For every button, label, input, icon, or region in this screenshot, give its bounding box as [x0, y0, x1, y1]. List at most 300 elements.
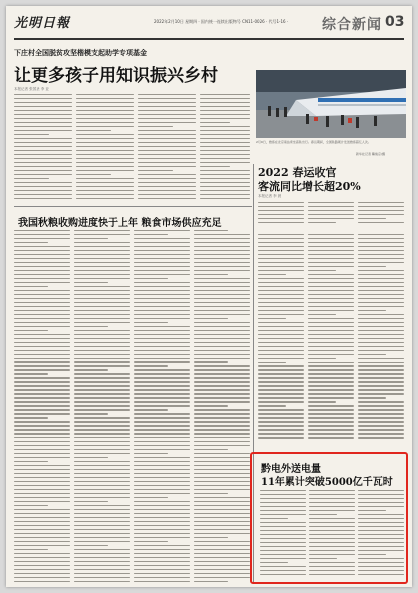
- text-line: [134, 489, 190, 490]
- text-line: [258, 318, 286, 319]
- text-line: [14, 469, 70, 470]
- text-line: [134, 342, 190, 343]
- text-line: [14, 334, 70, 335]
- text-line: [194, 294, 250, 295]
- text-line: [258, 326, 304, 327]
- text-line: [194, 286, 250, 287]
- text-line: [134, 473, 190, 474]
- text-line: [258, 266, 304, 267]
- text-line: [258, 429, 304, 430]
- text-line: [74, 485, 130, 486]
- grain-col-4: [194, 230, 250, 586]
- text-line: [358, 413, 404, 414]
- text-line: [200, 134, 250, 135]
- text-line: [194, 334, 250, 335]
- text-line: [358, 314, 404, 315]
- top-article-kicker: 下庄村全国脱贫攻坚楷模支起助学专项基金: [14, 48, 147, 57]
- text-line: [308, 385, 354, 386]
- text-line: [194, 573, 250, 574]
- text-line: [134, 557, 190, 558]
- text-line: [14, 477, 70, 478]
- text-line: [200, 110, 250, 111]
- text-line: [258, 437, 304, 438]
- text-line: [14, 489, 70, 490]
- grain-headline: 我国秋粮收购进度快于上年 粮食市场供应充足: [18, 218, 222, 229]
- text-line: [74, 230, 130, 231]
- text-line: [74, 497, 130, 498]
- text-line: [14, 326, 70, 327]
- section-divider: [14, 206, 252, 207]
- text-line: [134, 517, 190, 518]
- text-line: [14, 389, 70, 390]
- text-line: [308, 334, 354, 335]
- text-line: [14, 581, 70, 582]
- text-line: [308, 314, 336, 315]
- text-line: [138, 174, 196, 175]
- text-line: [74, 278, 130, 279]
- text-line: [194, 306, 250, 307]
- text-line: [14, 142, 72, 143]
- text-line: [74, 373, 130, 374]
- text-line: [308, 358, 336, 359]
- text-line: [138, 190, 196, 191]
- text-line: [14, 302, 70, 303]
- text-line: [134, 234, 168, 235]
- text-line: [14, 186, 72, 187]
- text-line: [134, 477, 190, 478]
- text-line: [194, 565, 250, 566]
- text-line: [194, 493, 228, 494]
- text-line: [258, 373, 304, 374]
- text-line: [74, 445, 130, 446]
- text-line: [14, 254, 70, 255]
- text-line: [134, 266, 190, 267]
- text-line: [76, 150, 134, 151]
- text-line: [358, 350, 404, 351]
- text-line: [138, 94, 196, 95]
- text-line: [194, 457, 250, 458]
- text-line: [14, 266, 70, 267]
- text-line: [308, 286, 354, 287]
- text-line: [358, 433, 404, 434]
- text-line: [194, 342, 250, 343]
- text-line: [194, 250, 250, 251]
- text-line: [358, 385, 404, 386]
- text-line: [138, 126, 173, 127]
- text-line: [14, 322, 70, 323]
- power-headline-line2: 11年累计突破5000亿千瓦时: [261, 477, 393, 488]
- text-line: [134, 417, 190, 418]
- text-line: [14, 170, 72, 171]
- text-line: [134, 373, 190, 374]
- text-line: [134, 441, 190, 442]
- grain-col-2: [74, 230, 130, 586]
- text-line: [74, 254, 130, 255]
- text-line: [14, 409, 70, 410]
- text-line: [14, 525, 70, 526]
- text-line: [14, 338, 70, 339]
- chunyun-col-2: [308, 202, 354, 228]
- text-line: [358, 409, 404, 410]
- text-line: [14, 421, 70, 422]
- text-line: [134, 385, 190, 386]
- text-line: [14, 98, 72, 99]
- text-line: [14, 198, 72, 199]
- text-line: [194, 266, 250, 267]
- text-line: [76, 110, 134, 111]
- text-line: [134, 250, 190, 251]
- text-line: [308, 338, 354, 339]
- text-line: [76, 174, 111, 175]
- text-line: [74, 369, 108, 370]
- text-line: [308, 274, 354, 275]
- text-line: [308, 421, 354, 422]
- text-line: [14, 354, 70, 355]
- top-article-byline: 本报记者 张国圣 李 亚: [14, 87, 49, 91]
- text-line: [358, 202, 404, 203]
- text-line: [14, 441, 70, 442]
- text-line: [194, 417, 250, 418]
- text-line: [14, 138, 72, 139]
- text-line: [74, 262, 130, 263]
- text-line: [74, 581, 130, 582]
- text-line: [74, 246, 130, 247]
- text-line: [134, 365, 168, 366]
- text-line: [138, 154, 196, 155]
- text-line: [14, 358, 70, 359]
- text-line: [194, 425, 250, 426]
- text-line: [200, 130, 250, 131]
- text-line: [308, 310, 354, 311]
- text-line: [308, 318, 354, 319]
- text-line: [258, 270, 304, 271]
- text-line: [194, 258, 250, 259]
- text-line: [138, 198, 196, 199]
- text-line: [138, 130, 196, 131]
- text-line: [14, 246, 70, 247]
- text-line: [258, 409, 304, 410]
- text-line: [138, 110, 196, 111]
- text-line: [14, 270, 70, 271]
- text-line: [14, 298, 70, 299]
- text-line: [74, 469, 130, 470]
- text-line: [258, 405, 286, 406]
- text-line: [308, 322, 354, 323]
- text-line: [134, 322, 168, 323]
- text-line: [194, 365, 250, 366]
- text-line: [258, 286, 304, 287]
- text-line: [134, 513, 190, 514]
- text-line: [74, 365, 130, 366]
- text-line: [194, 485, 250, 486]
- text-line: [194, 350, 250, 351]
- text-line: [14, 369, 70, 370]
- text-line: [308, 298, 354, 299]
- text-line: [14, 397, 70, 398]
- text-line: [358, 342, 404, 343]
- text-line: [74, 266, 130, 267]
- masthead: [14, 12, 404, 38]
- text-line: [308, 425, 354, 426]
- text-line: [134, 449, 190, 450]
- masthead-rule: [14, 38, 404, 40]
- text-line: [14, 449, 70, 450]
- text-line: [258, 290, 304, 291]
- text-line: [14, 306, 70, 307]
- text-line: [308, 326, 354, 327]
- text-line: [194, 234, 250, 235]
- text-line: [138, 118, 196, 119]
- text-line: [308, 401, 336, 402]
- text-line: [134, 369, 190, 370]
- text-line: [134, 286, 190, 287]
- text-line: [194, 393, 250, 394]
- text-line: [358, 389, 404, 390]
- text-line: [258, 330, 304, 331]
- text-line: [76, 182, 134, 183]
- text-line: [200, 146, 250, 147]
- text-line: [76, 186, 134, 187]
- text-line: [134, 290, 190, 291]
- text-line: [14, 122, 72, 123]
- text-line: [258, 210, 304, 211]
- text-line: [194, 274, 228, 275]
- text-line: [358, 306, 404, 307]
- text-line: [74, 533, 130, 534]
- text-line: [74, 250, 130, 251]
- text-line: [258, 413, 304, 414]
- text-line: [134, 521, 190, 522]
- text-line: [194, 509, 250, 510]
- text-line: [76, 114, 134, 115]
- text-line: [134, 541, 168, 542]
- text-line: [14, 577, 70, 578]
- text-line: [134, 302, 190, 303]
- text-line: [200, 98, 250, 99]
- text-line: [134, 389, 190, 390]
- chunyun-headline-line1: 2022 春运收官: [258, 166, 337, 179]
- text-line: [358, 338, 404, 339]
- text-line: [308, 397, 354, 398]
- text-line: [134, 334, 190, 335]
- text-line: [358, 234, 404, 235]
- text-line: [194, 477, 250, 478]
- text-line: [14, 146, 72, 147]
- text-line: [14, 230, 70, 231]
- text-line: [358, 258, 404, 259]
- text-line: [14, 110, 72, 111]
- text-line: [258, 294, 304, 295]
- text-line: [134, 465, 190, 466]
- text-line: [14, 118, 72, 119]
- text-line: [14, 517, 70, 518]
- text-line: [200, 190, 250, 191]
- text-line: [258, 338, 304, 339]
- text-line: [194, 413, 250, 414]
- text-line: [134, 338, 190, 339]
- text-line: [358, 322, 404, 323]
- text-line: [258, 222, 304, 223]
- text-line: [74, 573, 130, 574]
- text-line: [258, 274, 286, 275]
- text-line: [194, 469, 250, 470]
- text-line: [14, 134, 49, 135]
- text-line: [358, 222, 404, 223]
- text-line: [74, 306, 130, 307]
- text-line: [134, 258, 190, 259]
- text-line: [308, 278, 354, 279]
- text-line: [138, 102, 196, 103]
- text-line: [258, 302, 304, 303]
- text-line: [134, 262, 190, 263]
- text-line: [258, 262, 304, 263]
- text-line: [308, 409, 354, 410]
- text-line: [308, 222, 336, 223]
- text-line: [258, 298, 304, 299]
- text-line: [308, 365, 354, 366]
- text-line: [194, 278, 250, 279]
- text-line: [308, 429, 354, 430]
- text-line: [74, 565, 130, 566]
- text-line: [308, 242, 354, 243]
- text-line: [258, 362, 286, 363]
- text-line: [194, 290, 250, 291]
- text-line: [74, 358, 130, 359]
- text-line: [134, 242, 190, 243]
- text-line: [358, 278, 404, 279]
- text-line: [258, 393, 304, 394]
- text-line: [358, 365, 404, 366]
- text-line: [14, 154, 72, 155]
- text-line: [258, 397, 304, 398]
- text-line: [194, 473, 250, 474]
- text-line: [194, 537, 228, 538]
- text-line: [14, 429, 70, 430]
- text-line: [194, 561, 250, 562]
- page-number: 03: [385, 14, 405, 30]
- text-line: [134, 381, 190, 382]
- text-line: [194, 330, 250, 331]
- text-line: [308, 302, 354, 303]
- text-line: [194, 397, 250, 398]
- text-line: [194, 346, 250, 347]
- text-line: [194, 318, 228, 319]
- text-line: [74, 525, 130, 526]
- text-line: [14, 294, 70, 295]
- text-line: [74, 441, 130, 442]
- text-line: [194, 302, 250, 303]
- text-line: [14, 497, 70, 498]
- text-line: [358, 393, 404, 394]
- text-line: [358, 286, 404, 287]
- text-line: [74, 350, 130, 351]
- text-line: [74, 521, 130, 522]
- text-line: [76, 94, 134, 95]
- text-line: [258, 425, 304, 426]
- text-line: [74, 577, 130, 578]
- text-line: [74, 541, 130, 542]
- text-line: [308, 270, 336, 271]
- text-line: [134, 377, 190, 378]
- text-line: [358, 405, 404, 406]
- text-line: [358, 401, 404, 402]
- text-line: [358, 302, 404, 303]
- text-line: [14, 521, 70, 522]
- text-line: [200, 118, 250, 119]
- text-line: [194, 338, 250, 339]
- text-line: [138, 138, 196, 139]
- text-line: [308, 238, 354, 239]
- text-line: [134, 350, 190, 351]
- text-line: [74, 381, 130, 382]
- text-line: [134, 429, 190, 430]
- text-line: [258, 381, 304, 382]
- text-line: [14, 541, 70, 542]
- text-line: [200, 106, 250, 107]
- text-line: [308, 218, 354, 219]
- text-line: [74, 242, 130, 243]
- text-line: [258, 322, 304, 323]
- text-line: [134, 393, 190, 394]
- right-col-3: [358, 234, 404, 444]
- text-line: [358, 362, 404, 363]
- text-line: [14, 433, 70, 434]
- text-line: [258, 401, 304, 402]
- text-line: [358, 373, 404, 374]
- text-line: [14, 106, 72, 107]
- text-line: [74, 493, 130, 494]
- text-line: [76, 194, 134, 195]
- masthead-info: 2022年2月10日 星期四 · 国内统一连续出版物号 CN11-0026 · 代号1-16 ·: [154, 19, 289, 24]
- text-line: [194, 314, 250, 315]
- text-line: [194, 465, 250, 466]
- text-line: [258, 417, 304, 418]
- text-line: [134, 537, 190, 538]
- text-line: [14, 361, 70, 362]
- text-line: [308, 433, 354, 434]
- text-line: [358, 421, 404, 422]
- text-line: [74, 437, 130, 438]
- text-line: [200, 94, 250, 95]
- text-line: [258, 234, 304, 235]
- text-line: [258, 354, 304, 355]
- text-line: [308, 306, 354, 307]
- text-line: [74, 501, 108, 502]
- text-line: [194, 354, 250, 355]
- text-line: [14, 481, 70, 482]
- text-line: [194, 505, 250, 506]
- text-line: [194, 433, 250, 434]
- text-line: [138, 194, 196, 195]
- text-line: [14, 162, 72, 163]
- text-line: [308, 250, 354, 251]
- text-line: [74, 389, 130, 390]
- text-line: [194, 577, 250, 578]
- text-line: [308, 405, 354, 406]
- text-line: [14, 533, 70, 534]
- text-line: [134, 573, 190, 574]
- text-line: [200, 102, 250, 103]
- text-line: [14, 545, 70, 546]
- text-line: [258, 218, 304, 219]
- text-line: [138, 142, 196, 143]
- text-line: [194, 437, 250, 438]
- top-article-col-3: [138, 94, 196, 202]
- text-line: [134, 246, 190, 247]
- text-line: [134, 549, 190, 550]
- text-line: [74, 449, 130, 450]
- text-line: [258, 254, 304, 255]
